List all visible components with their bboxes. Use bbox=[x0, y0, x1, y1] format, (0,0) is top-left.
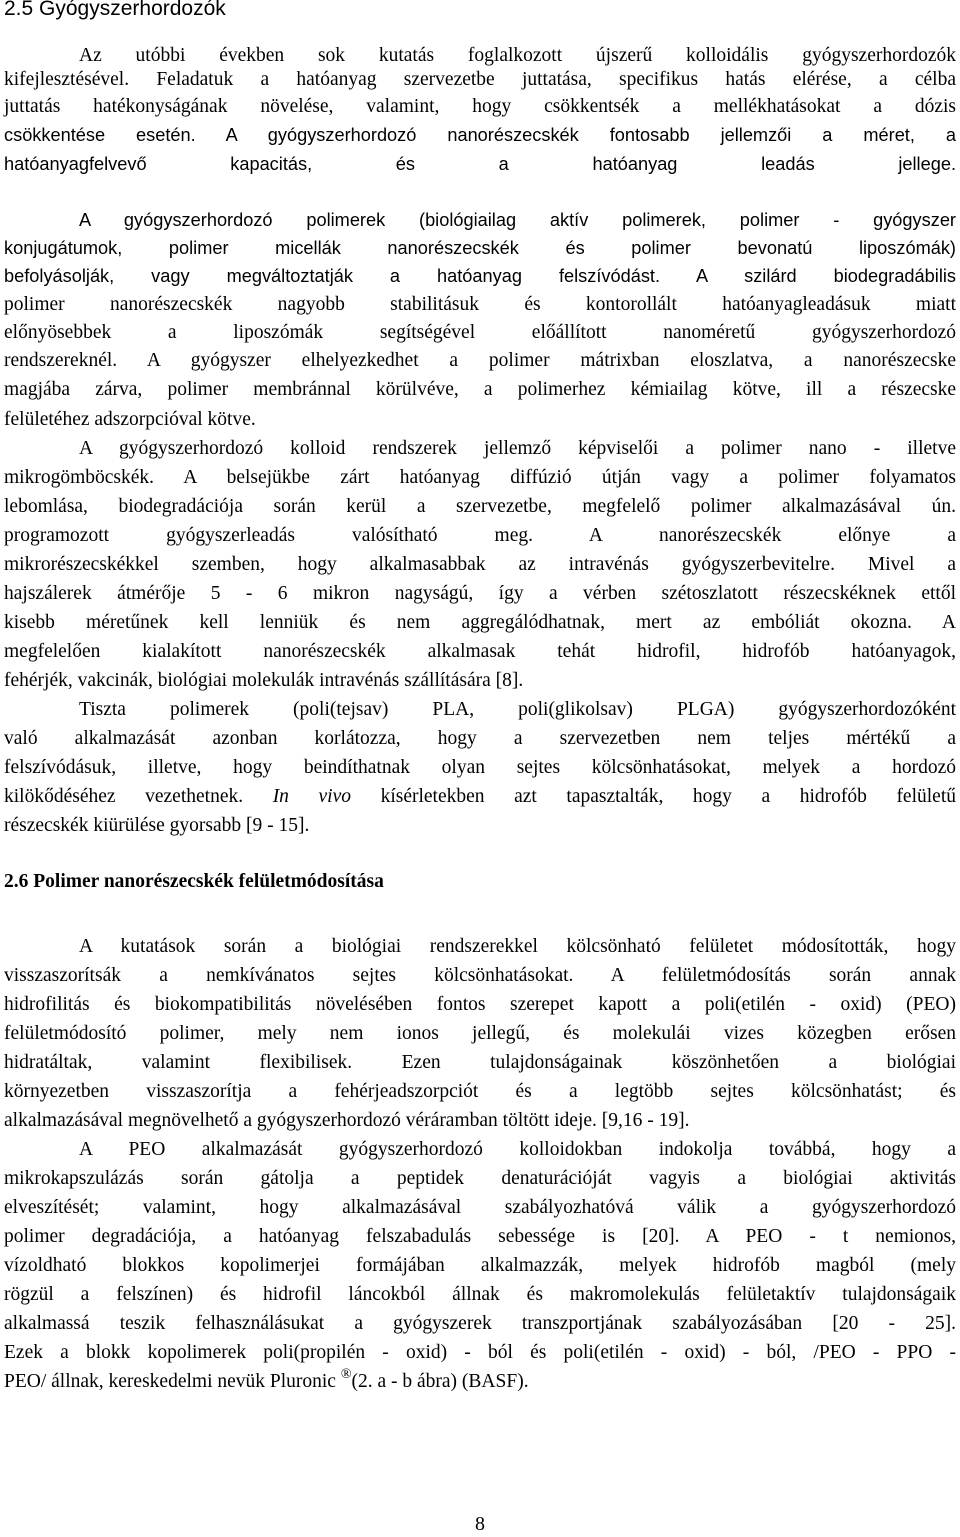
paragraph-line: A PEO alkalmazását gyógyszerhordozó kolloidokban indokolja továbbá, hogy a bbox=[79, 1139, 956, 1160]
paragraph-line: környezetben visszaszorítja a fehérjeadszorpciót és a legtöbb sejtes kölcsönhatást; és bbox=[4, 1081, 956, 1102]
paragraph-line: rögzül a felszínen) és hidrofil láncokból állnak és makromolekulás felületaktív tulajdonságaik bbox=[4, 1284, 956, 1305]
paragraph-line: lebomlása, biodegradációja során kerül a szervezetbe, megfelelő polimer alkalmazásával ún. bbox=[4, 496, 956, 517]
paragraph-line: visszaszorítsák a nemkívánatos sejtes kölcsönhatásokat. A felületmódosítás során annak bbox=[4, 965, 956, 986]
paragraph-line: csökkentése esetén. A gyógyszerhordozó nanorészecskék fontosabb jellemzői a méret, a bbox=[4, 125, 956, 145]
paragraph-line: előnyösebbek a liposzómák segítségével előállított nanoméretű gyógyszerhordozó bbox=[4, 322, 956, 343]
paragraph-line: polimer nanorészecskék nagyobb stabilitásuk és kontorollált hatóanyagleadásuk miatt bbox=[4, 294, 956, 315]
paragraph-line: konjugátumok, polimer micellák nanorészecskék és polimer bevonatú liposzómák) bbox=[4, 238, 956, 258]
paragraph-line: A gyógyszerhordozó polimerek (biológiailag aktív polimerek, polimer - gyógyszer bbox=[79, 210, 956, 230]
section-heading-2-5: 2.5 Gyógyszerhordozók bbox=[4, 0, 226, 20]
paragraph-line: mikrorészecskékkel szemben, hogy alkalmasabbak az intravénás gyógyszerbevitelre. Mivel a bbox=[4, 554, 956, 575]
line-end: kísérletekben azt tapasztalták, hogy a hidrofób felületű bbox=[351, 786, 956, 807]
paragraph-line: A kutatások során a biológiai rendszerekkel kölcsönható felületet módosították, hogy bbox=[79, 936, 956, 957]
section-heading-2-6: 2.6 Polimer nanorészecskék felületmódosítása bbox=[4, 871, 384, 892]
paragraph-line: alkalmazásával megnövelhető a gyógyszerhordozó véráramban töltött ideje. [9,16 - 19]. bbox=[4, 1110, 690, 1131]
paragraph-line bbox=[4, 1367, 956, 1393]
paragraph-line: hatóanyagfelvevő kapacitás, és a hatóanyag leadás jellege. bbox=[4, 154, 956, 174]
paragraph-line: juttatás hatékonyságának növelése, valamint, hogy csökkentsék a mellékhatásokat a dózis bbox=[4, 96, 956, 117]
paragraph-line: polimer degradációja, a hatóanyag felszabadulás sebessége is [20]. A PEO - t nemionos, bbox=[4, 1226, 956, 1247]
paragraph-line: hidrofilitás és biokompatibilitás növelésében fontos szerepet kapott a poli(etilén - oxid) (PEO) bbox=[4, 994, 956, 1015]
paragraph-line: felszívódásuk, illetve, hogy beindíthatnak olyan sejtes kölcsönhatásokat, melyek a hordozó bbox=[4, 757, 956, 778]
paragraph-line: megfelelően kialakított nanorészecskék alkalmasak tehát hidrofil, hidrofób hatóanyagok, bbox=[4, 641, 956, 662]
paragraph-line: befolyásolják, vagy megváltoztatják a hatóanyag felszívódást. A szilárd biodegradábilis bbox=[4, 266, 956, 286]
paragraph-line: részecskék kiürülése gyorsabb [9 - 15]. bbox=[4, 815, 310, 836]
paragraph-line: programozott gyógyszerleadás valósítható meg. A nanorészecskék előnye a bbox=[4, 525, 956, 546]
line-start: kilökődéséhez vezethetnek. bbox=[4, 786, 244, 807]
paragraph-line: Tiszta polimerek (poli(tejsav) PLA, poli(glikolsav) PLGA) gyógyszerhordozóként bbox=[79, 699, 956, 720]
page-number: 8 bbox=[475, 1513, 485, 1535]
paragraph-line: alkalmassá teszik felhasználásukat a gyógyszerek transzportjának szabályozásában [20 - 25]. bbox=[4, 1313, 956, 1334]
paragraph-line: magjába zárva, polimer membránnal körülvéve, a polimerhez kémiailag kötve, ill a részecske bbox=[4, 379, 956, 400]
italic-phrase: In vivo bbox=[272, 786, 351, 807]
paragraph-line bbox=[4, 785, 956, 808]
paragraph-line: hajszálerek átmérője 5 - 6 mikron nagyságú, így a vérben szétoszlatott részecskéknek ettől bbox=[4, 583, 956, 604]
paragraph-line: felületmódosító polimer, mely nem ionos jellegű, és molekulái vizes közegben erősen bbox=[4, 1023, 956, 1044]
paragraph-line: Ezek a blokk kopolimerek poli(propilén - oxid) - ból és poli(etilén - oxid) - ból, /PEO - PPO - bbox=[4, 1342, 956, 1363]
paragraph-line: fehérjék, vakcinák, biológiai molekulák intravénás szállítására [8]. bbox=[4, 670, 524, 691]
paragraph-line: rendszereknél. A gyógyszer elhelyezkedhet a polimer mátrixban eloszlatva, a nanorészecske bbox=[4, 350, 956, 371]
paragraph-line: Az utóbbi években sok kutatás foglalkozott újszerű kolloidális gyógyszerhordozók bbox=[79, 45, 956, 66]
registered-mark: ® bbox=[340, 1367, 352, 1382]
paragraph-line: kifejlesztésével. Feladatuk a hatóanyag szervezetbe juttatása, specifikus hatás elérése, a célba bbox=[4, 69, 956, 90]
paragraph-line: felületéhez adszorpcióval kötve. bbox=[4, 409, 256, 430]
line-end: (2. a - b ábra) (BASF). bbox=[351, 1371, 529, 1392]
paragraph-line: mikrokapszulázás során gátolja a peptidek denaturációját vagyis a biológiai aktivitás bbox=[4, 1168, 956, 1189]
paragraph-line: A gyógyszerhordozó kolloid rendszerek jellemző képviselői a polimer nano - illetve bbox=[79, 438, 956, 459]
paragraph-line: való alkalmazását azonban korlátozza, hogy a szervezetben nem teljes mértékű a bbox=[4, 728, 956, 749]
paragraph-line: elveszítését; valamint, hogy alkalmazásával szabályozhatóvá válik a gyógyszerhordozó bbox=[4, 1197, 956, 1218]
paragraph-line: hidratáltak, valamint flexibilisek. Ezen tulajdonságainak köszönhetően a biológiai bbox=[4, 1052, 956, 1073]
paragraph-line: vízoldható blokkos kopolimerjei formájában alkalmazzák, melyek hidrofób magból (mely bbox=[4, 1255, 956, 1276]
line-start: PEO/ állnak, kereskedelmi nevük Pluronic bbox=[4, 1371, 336, 1392]
paragraph-line: mikrogömböcskék. A belsejükbe zárt hatóanyag diffúzió útján vagy a polimer folyamatos bbox=[4, 467, 956, 488]
paragraph-line: kisebb méretűnek kell lenniük és nem aggregálódhatnak, mert az embóliát okozna. A bbox=[4, 612, 956, 633]
